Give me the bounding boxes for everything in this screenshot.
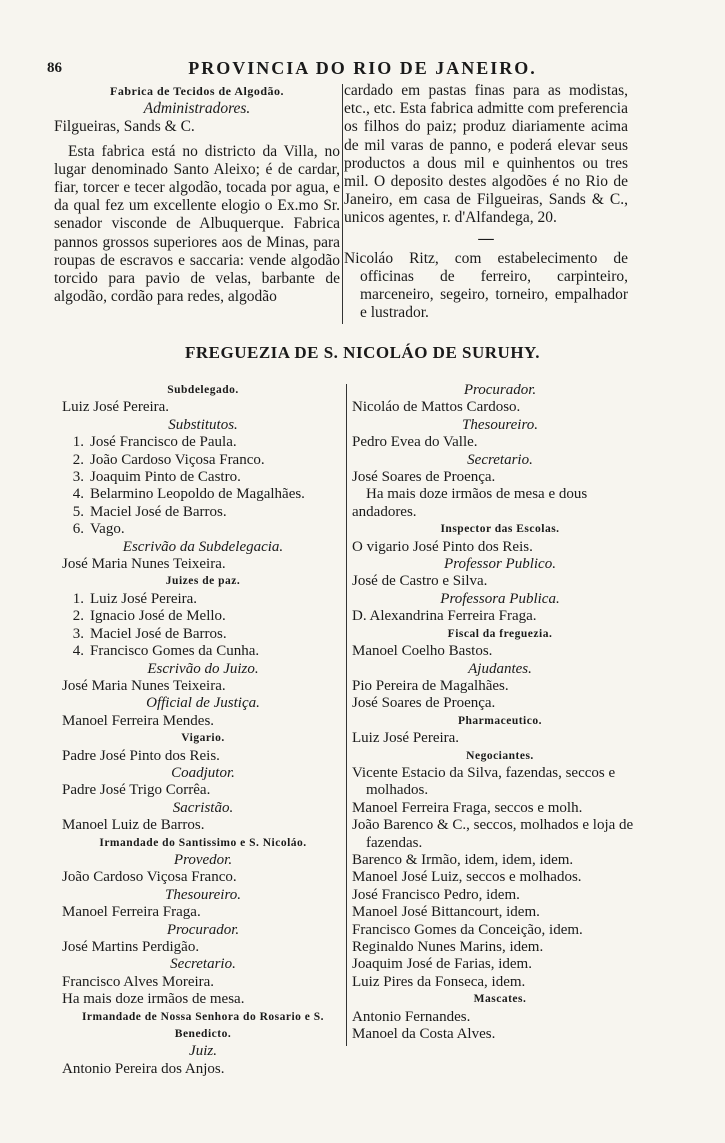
role-heading: Official de Justiça.	[146, 695, 260, 712]
numbered-entry	[62, 469, 344, 486]
numbered-entry	[62, 521, 344, 538]
entry-number: 5.	[72, 503, 84, 520]
person-entry: Antonio Pereira dos Anjos.	[62, 1060, 225, 1077]
entry-name: Ignacio José de Mello.	[90, 608, 226, 625]
merchant-entry: Francisco Gomes da Conceição, idem.	[352, 921, 583, 938]
person-entry: D. Alexandrina Ferreira Fraga.	[352, 608, 537, 625]
merchant-entry: Joaquim José de Farias, idem.	[352, 956, 532, 973]
role-heading: Thesoureiro.	[462, 416, 538, 433]
page-number: 86	[47, 60, 62, 76]
role-heading: Coadjutor.	[171, 764, 235, 781]
merchant-entry: Luiz Pires da Fonseca, idem.	[352, 973, 526, 990]
entry-number: 1.	[72, 434, 84, 451]
entry-number: 3.	[72, 625, 84, 642]
person-entry: Padre José Trigo Corrêa.	[62, 782, 211, 799]
role-heading: Ajudantes.	[468, 660, 532, 677]
entry-number: 1.	[72, 590, 84, 607]
entry-name: Maciel José de Barros.	[90, 625, 227, 642]
bottom-column-rule	[346, 384, 347, 1046]
role-heading: Secretario.	[467, 451, 533, 468]
person-entry: João Cardoso Viçosa Franco.	[62, 869, 237, 886]
entry-name: João Cardoso Viçosa Franco.	[90, 451, 265, 468]
role-heading: Substitutos.	[168, 416, 238, 433]
numbered-entry	[62, 504, 344, 521]
person-entry: José Martins Perdigão.	[62, 939, 200, 955]
entry-number: 4.	[72, 643, 84, 660]
role-heading: Procurador.	[463, 382, 537, 398]
office-heading: Subdelegado.	[167, 384, 239, 396]
ritz-entry: Nicoláo Ritz, com estabelecimento de officinas de ferreiro, carpinteiro, marceneiro, segeiro, torneiro, empalhador e lustrador.	[344, 249, 628, 322]
entry-number: 3.	[72, 469, 84, 486]
person-entry: Nicoláo de Mattos Cardoso.	[352, 399, 521, 416]
section-title: FREGUEZIA DE S. NICOLÁO DE SURUHY.	[184, 343, 541, 362]
entry-name: Maciel José de Barros.	[90, 503, 227, 520]
office-heading: Mascates.	[473, 993, 527, 1006]
office-heading: Juizes de paz.	[165, 575, 241, 588]
top-column-rule	[342, 84, 343, 324]
person-entry: José Maria Nunes Teixeira.	[62, 677, 226, 694]
merchant-entry: Manoel José Luiz, seccos e molhados.	[352, 869, 582, 886]
entry-number: 2.	[72, 451, 84, 468]
person-entry: Padre José Pinto dos Reis.	[62, 747, 220, 764]
role-heading: Juiz.	[189, 1043, 217, 1060]
numbered-entry	[62, 643, 344, 660]
person-entry: Pio Pereira de Magalhães.	[352, 677, 509, 694]
role-heading: Thesoureiro.	[165, 886, 241, 903]
right-list-column	[352, 382, 648, 1043]
factory-paragraph-continued: cardado em pastas finas para as modistas, etc., etc. Esta fabrica admitte com preferencia os filhos do paiz; produz diariamente acima de mil varas de panno, e poderá elevar seus productos a dous mil e quinhentos ou tres mil. O deposito destes algodões é no Rio de Janeiro, em casa de Filgueiras, Sands & C., unicos agentes, r. d'Alfandega, 20.	[344, 82, 628, 227]
left-list-column	[62, 382, 344, 1078]
administrators-heading: Administradores.	[143, 100, 251, 118]
office-heading: Irmandade de Nossa Senhora do Rosario e S. Benedicto.	[81, 1010, 325, 1041]
role-heading: Professora Publica.	[440, 590, 560, 607]
factory-paragraph: Esta fabrica está no districto da Villa, no lugar denominado Santo Aleixo; é de cardar, fiar, torcer e tecer algodão, tocada por agua, e da qual fez um excellente elogio o Ex.mo Sr. senador visconde de Albuquerque. Fabrica pannos grossos superiores aos de Minas, para roupas de escravos e saccaria: vende algodão torcido para pavio de velas, barbante de algodão, cordão para redes, algodão	[54, 142, 340, 306]
person-entry: Manoel Ferreira Fraga.	[62, 904, 201, 921]
person-entry: Manoel da Costa Alves.	[352, 1026, 496, 1043]
person-entry: José Maria Nunes Teixeira.	[62, 556, 226, 573]
merchant-entry: José Francisco Pedro, idem.	[352, 886, 520, 903]
office-heading: Inspector das Escolas.	[440, 523, 560, 536]
office-heading: Vigario.	[181, 732, 225, 745]
top-left-column	[54, 82, 340, 306]
office-heading: Irmandade do Santissimo e S. Nicoláo.	[99, 836, 307, 849]
numbered-entry	[62, 434, 344, 451]
entry-name: Francisco Gomes da Cunha.	[90, 643, 260, 660]
office-heading: Pharmaceutico.	[458, 714, 542, 727]
role-heading: Escrivão da Subdelegacia.	[122, 538, 284, 555]
person-entry: Luiz José Pereira.	[62, 399, 170, 416]
person-entry: Ha mais doze irmãos de mesa.	[62, 991, 245, 1008]
entry-name: Vago.	[90, 521, 125, 538]
role-heading: Secretario.	[170, 956, 236, 973]
numbered-entry	[62, 591, 344, 608]
numbered-entry	[62, 486, 344, 503]
entry-name: Luiz José Pereira.	[90, 590, 198, 607]
administrators-names: Filgueiras, Sands & C.	[54, 118, 195, 136]
merchant-entry: Manoel José Bittancourt, idem.	[352, 904, 540, 921]
numbered-entry	[62, 608, 344, 625]
person-entry: Pedro Evea do Valle.	[352, 434, 478, 451]
top-right-column	[344, 82, 628, 323]
role-heading: Provedor.	[173, 851, 233, 868]
office-heading: Fiscal da freguezia.	[447, 627, 553, 640]
person-entry: Antonio Fernandes.	[352, 1008, 471, 1025]
person-entry: José de Castro e Silva.	[352, 573, 488, 590]
person-entry: Luiz José Pereira.	[352, 730, 460, 747]
entry-number: 2.	[72, 608, 84, 625]
person-entry: Manoel Coelho Bastos.	[352, 643, 493, 660]
merchant-entry: Barenco & Irmão, idem, idem, idem.	[352, 851, 574, 868]
person-entry: Francisco Alves Moreira.	[62, 973, 215, 990]
entry-number: 6.	[72, 521, 84, 538]
entry-name: José Francisco de Paula.	[90, 434, 237, 451]
merchant-entry: Reginaldo Nunes Marins, idem.	[352, 939, 544, 955]
merchant-entry: Vicente Estacio da Silva, fazendas, seccos e molhados.	[352, 764, 616, 799]
separator-dash: —	[478, 229, 494, 247]
role-heading: Procurador.	[166, 921, 240, 938]
merchant-entry: Manoel Ferreira Fraga, seccos e molh.	[352, 799, 583, 816]
factory-heading: Fabrica de Tecidos de Algodão.	[109, 84, 285, 98]
note-entry: Ha mais doze irmãos de mesa e dous andadores.	[352, 486, 588, 520]
entry-name: Belarmino Leopoldo de Magalhães.	[90, 486, 305, 503]
running-head: PROVINCIA DO RIO DE JANEIRO.	[188, 58, 537, 78]
numbered-entry	[62, 452, 344, 469]
role-heading: Escrivão do Juizo.	[147, 660, 259, 677]
office-heading: Negociantes.	[466, 749, 534, 762]
person-entry: José Soares de Proença.	[352, 469, 496, 486]
entry-number: 4.	[72, 486, 84, 503]
person-entry: Manoel Ferreira Mendes.	[62, 712, 215, 729]
role-heading: Sacristão.	[172, 799, 234, 816]
person-entry: Manoel Luiz de Barros.	[62, 817, 205, 834]
person-entry: O vigario José Pinto dos Reis.	[352, 538, 533, 555]
person-entry: José Soares de Proença.	[352, 695, 496, 712]
merchant-entry: João Barenco & C., seccos, molhados e loja de fazendas.	[352, 817, 634, 851]
numbered-entry	[62, 626, 344, 643]
role-heading: Professor Publico.	[444, 556, 556, 573]
entry-name: Joaquim Pinto de Castro.	[90, 469, 241, 486]
